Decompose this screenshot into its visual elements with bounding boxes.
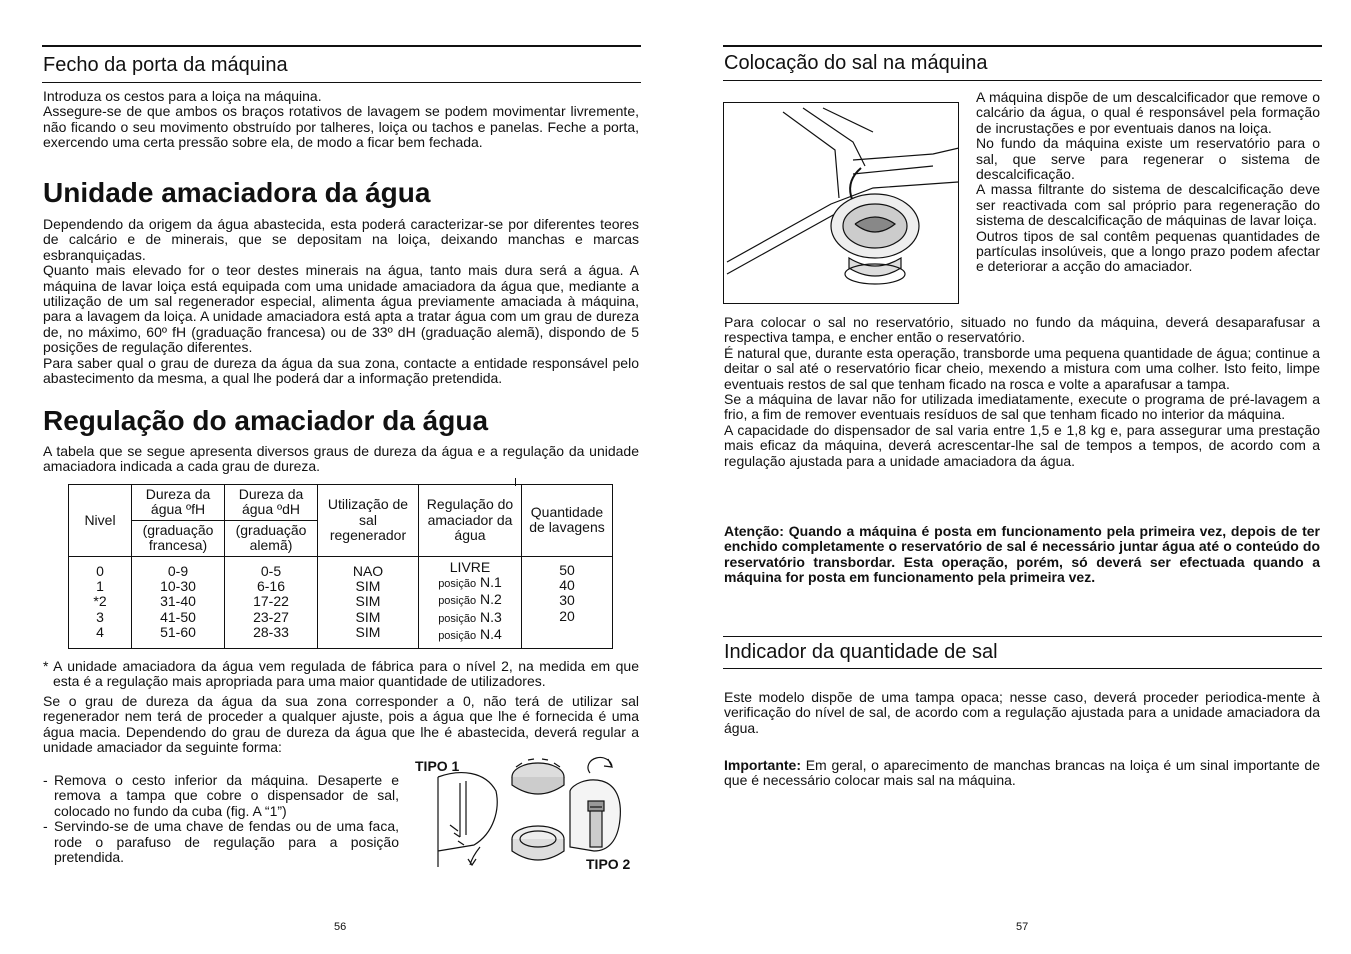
position-value: N.1 [480, 574, 502, 591]
heading-softener-regulation: Regulação do amaciador da água [43, 405, 489, 436]
header-nivel: Nivel [69, 485, 132, 557]
indicator-text: Este modelo dispõe de uma tampa opaca; nesse caso, deverá proceder periodica-mente à verificação do nível de sal, de acordo com a regulação ajustada para a unidade amaciadora da água. [724, 689, 1320, 736]
salt-intro-text [976, 90, 1320, 275]
list-item: - Remova o cesto inferior da máquina. Desaperte e remova a tampa que cobre o dispensador de sal, colocado no fundo da cuba (fig. A “1”) [43, 772, 399, 819]
salt-paragraph: No fundo da máquina existe um reservatório para o sal, que serve para regenerar o sistema de descalcificação. [976, 135, 1320, 183]
step-text: Servindo-se de uma chave de fendas ou de uma faca, rode o parafuso de regulação para a posição pretendida. [54, 818, 399, 866]
dh-value: 6-16 [256, 578, 286, 595]
salt-value: SIM [355, 624, 381, 641]
position-prefix: posição [438, 630, 477, 643]
section-title-salt: Colocação do sal na máquina [724, 52, 988, 74]
quantity-cell [522, 556, 613, 648]
fh-value: 0-9 [167, 562, 189, 579]
dh-value: 28-33 [253, 624, 289, 641]
steps-list [43, 773, 399, 865]
quantity-value: 50 [559, 561, 575, 578]
nivel-value: 3 [96, 608, 104, 625]
salt-cell [318, 556, 419, 648]
page-number: 56 [334, 921, 347, 933]
position-prefix: posição [438, 578, 477, 591]
important-text: Em geral, o aparecimento de manchas brancas na loiça é um sinal importante de que é necessário colocar mais sal na máquina. [724, 757, 1320, 789]
softener-paragraph: Dependendo da origem da água abastecida, esta poderá caracterizar-se por diferentes teores de calcário e de minerais, que se depositam na loiça, deixando manchas e marcas esbranquiçadas. [43, 216, 639, 263]
salt-value: SIM [355, 578, 381, 595]
section-title-rule [723, 668, 1322, 669]
regulation-value [421, 575, 519, 592]
figure-label-tipo-2: TIPO 2 [586, 856, 631, 872]
salt-value: SIM [355, 593, 381, 610]
salt-value: NAO [352, 562, 384, 579]
regulation-value [421, 627, 519, 644]
salt-paragraph: Outros tipos de sal contêm pequenas quantidades de partículas insolúveis, que a longo prazo podem afectar e deteriorar a acção do amaciador. [976, 227, 1320, 275]
softener-paragraph: Para saber qual o grau de dureza da água da sua zona, contacte a entidade responsável pelo abastecimento da mesma, a qual lhe poderá dar a informação pretendida. [43, 354, 639, 387]
fh-value: 10-30 [160, 578, 196, 595]
nivel-value: 4 [96, 624, 104, 641]
nivel-value: 1 [96, 578, 104, 595]
hardness-table [68, 484, 613, 649]
fh-value: 31-40 [160, 593, 196, 610]
softener-paragraph: Quanto mais elevado for o teor destes minerais na água, tanto mais dura será a água. A máquina de lavar loiça está equipada com uma unidade amaciadora da água que, mediante a utilização de um sal regenerador especial, alimenta água previamente amaciada à máquina, para a lavagem da loiça. A unidade amaciadora está apta a tratar água com um grau de dureza de, no máximo, 60º fH (graduação francesa) ou de 33º dH (graduação alemã), dispondo de 5 posições de regulação diferentes. [43, 262, 639, 356]
quantity-value: 20 [559, 607, 575, 624]
figure-label-tipo-1: TIPO 1 [415, 758, 460, 774]
important-note [724, 758, 1320, 789]
salt-paragraph: A máquina dispõe de um descalcificador que remove o calcário da água, o qual é responsável pela formação de incrustações e por eventuais danos na loiça. [976, 89, 1320, 136]
regulation-value [421, 610, 519, 627]
fh-value: 41-50 [160, 608, 196, 625]
position-value: N.4 [480, 626, 502, 643]
position-value: N.3 [480, 608, 502, 625]
header-quantity: Quantidade de lavagens [522, 485, 613, 557]
softener-text [43, 217, 639, 386]
first-use-warning: Atenção: Quando a máquina é posta em funcionamento pela primeira vez, depois de ter enchido completamente o reservatório de sal é necessário juntar água até o conteúdo do reservatório transbordar. Esta operação, porém, só deverá ser efectuada quando a máquina for posta em funcionamento pela primeira vez. [724, 523, 1320, 586]
section-top-rule [723, 45, 1322, 47]
quantity-value: 30 [559, 592, 575, 609]
dh-value: 0-5 [260, 562, 282, 579]
door-paragraph: Introduza os cestos para a loiça na máquina. [43, 88, 322, 104]
door-text [43, 89, 639, 151]
page-number: 57 [1016, 921, 1029, 933]
regulation-value [421, 592, 519, 609]
section-title-door: Fecho da porta da máquina [43, 54, 288, 76]
salt-container-drawing [438, 773, 497, 867]
door-paragraph: Assegure-se de que ambos os braços rotativos de lavagem se podem movimentar livremente, não ficando o seu movimento obstruído por talheres, loiça ou tachos e panelas. Feche a porta, exercendo uma certa pressão sobre ela, de modo a ficar bem fechada. [43, 103, 639, 151]
list-item: - Servindo-se de uma chave de fendas ou de uma faca, rode o parafuso de regulação para a posição pretendida. [43, 818, 399, 866]
fh-cell [132, 556, 225, 648]
fh-value: 51-60 [160, 624, 196, 641]
header-dh: Dureza da água ºdH [225, 485, 318, 521]
right-page [675, 0, 1351, 954]
header-fh-sub: (graduação francesa) [132, 520, 225, 556]
salt-paragraph: Se a máquina de lavar não for utilizada imediatamente, execute o programa de pré-lavagem a frio, a fim de remover eventuais resíduos de sal que tenham ficado no interior da máquina. [724, 391, 1320, 423]
section-title-salt-indicator: Indicador da quantidade de sal [724, 641, 998, 663]
salt-paragraph: A capacidade do dispensador de sal varia entre 1,5 e 1,8 kg e, para assegurar uma prestação mais eficaz da máquina, deverá acrescentar-lhe sal de tempos a tempos, de acordo com a regulação ajustada para a unidade amaciadora da água. [724, 421, 1320, 469]
salt-paragraph: A massa filtrante do sistema de descalcificação deve ser reactivada com sal próprio para regeneração do sistema de descalcificação de máquinas de lavar loiça. [976, 181, 1320, 229]
position-prefix: posição [438, 595, 477, 608]
salt-body-text [724, 315, 1320, 469]
left-page [0, 0, 675, 954]
important-label: Importante: [724, 757, 801, 773]
heading-water-softener: Unidade amaciadora da água [43, 177, 431, 208]
dh-value: 17-22 [253, 593, 289, 610]
header-fh: Dureza da água ºfH [132, 485, 225, 521]
section-top-rule [723, 636, 1322, 637]
nivel-value: *2 [93, 593, 107, 610]
header-regulation: Regulação do amaciador da água [419, 485, 522, 557]
nivel-value: 0 [96, 562, 104, 579]
position-value: N.2 [480, 591, 502, 608]
regulation-paragraph: Se o grau de dureza da água da sua zona corresponder a 0, não terá de utilizar sal regenerador nem terá de proceder a qualquer ajuste, pois a água que lhe é fornecida é uma água macia. Dependendo do grau de dureza da água que lhe é abastecida, deverá regular a unidade amaciador da seguinte forma: [43, 693, 639, 756]
position-prefix: posição [438, 612, 477, 625]
salt-filling-image [723, 102, 959, 304]
header-dh-sub: (graduação alemã) [225, 520, 318, 556]
section-top-rule [42, 45, 641, 47]
salt-paragraph: É natural que, durante esta operação, transborde uma pequena quantidade de água; continue a deitar o sal até o reservatório ficar cheio, mexendo a mistura com uma colher. Isto feito, limpe eventuais restos de sal que tenham ficado na rosca e volte a aparafusar a tampa. [724, 344, 1320, 392]
regulation-value: LIVRE [449, 558, 491, 575]
dh-cell [225, 556, 318, 648]
regulation-intro: A tabela que se segue apresenta diversos graus de dureza da água e a regulação da unidade amaciadora indicada a cada grau de dureza. [43, 443, 639, 475]
nivel-cell [69, 556, 132, 648]
quantity-value: 40 [559, 577, 575, 594]
salt-paragraph: Para colocar o sal no reservatório, situado no fundo da máquina, deverá desaparafusar a respectiva tampa, e encher então o reservatório. [724, 314, 1320, 346]
table-footnote: * A unidade amaciadora da água vem regulada de fábrica para o nível 2, na medida em que esta é a regulação mais apropriada para uma maior quantidade de utilizadores. [43, 658, 639, 690]
dh-value: 23-27 [253, 608, 289, 625]
regulation-figure [430, 755, 630, 875]
step-text: Remova o cesto inferior da máquina. Desaperte e remova a tampa que cobre o dispensador de sal, colocado no fundo da cuba (fig. A “1”) [54, 772, 399, 819]
salt-value: SIM [355, 608, 381, 625]
header-salt: Utilização de sal regenerador [318, 485, 419, 557]
section-title-rule [723, 80, 1322, 81]
regulation-cell [419, 556, 522, 648]
section-title-rule [42, 82, 641, 83]
